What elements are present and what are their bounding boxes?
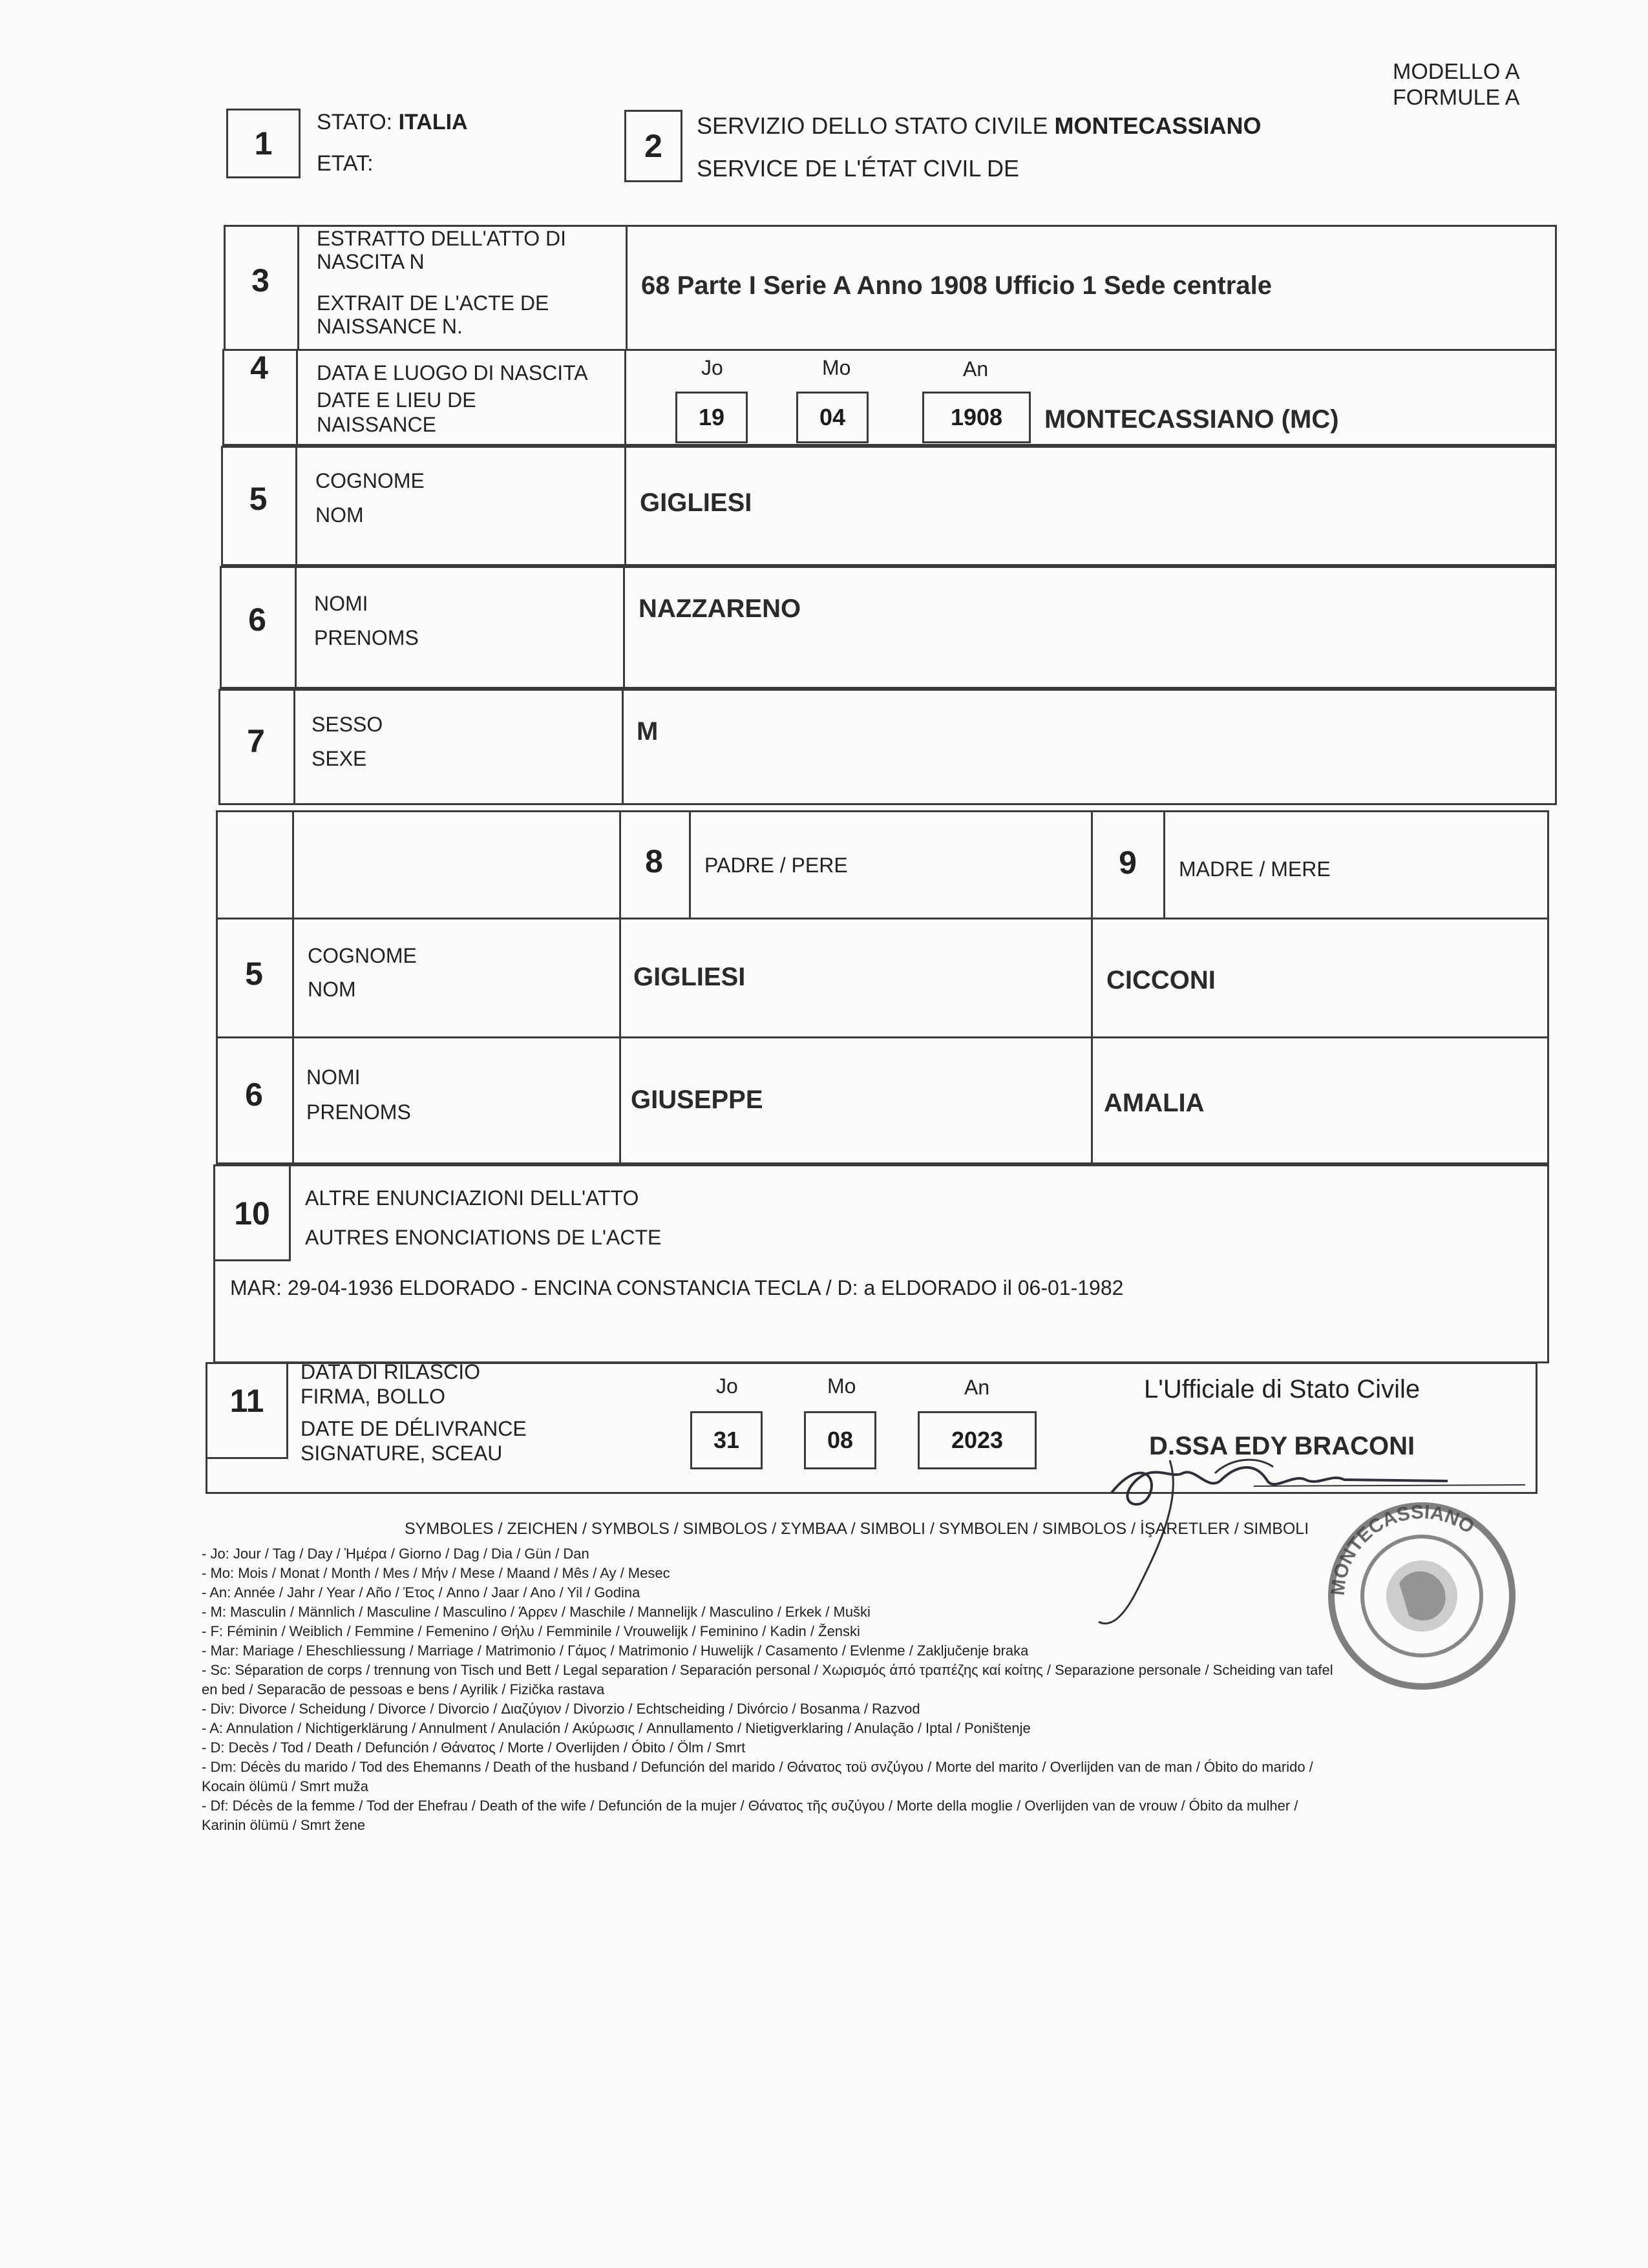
symbol-line: - D: Decès / Tod / Death / Defunción / Θάνατος / Morte / Overlijden / Óbito / Ölm / Smrt	[202, 1739, 746, 1756]
field-3-label-fr-2: NAISSANCE N.	[317, 315, 463, 338]
field-3-number: 3	[251, 262, 269, 299]
row-4-divider-num	[296, 349, 298, 446]
father-column-label: PADRE / PERE	[704, 854, 848, 877]
symbol-line: Karinin ölümü / Smrt žene	[202, 1817, 366, 1833]
state-label-fr: ETAT:	[317, 151, 374, 176]
row-7-divider-label	[622, 689, 624, 805]
symbol-line: - Dm: Décès du marido / Tod des Ehemanns / Death of the husband / Defunción del marido / Θάνατος τοϋ σνζύγου / Morte del marito / Overlijden van de man / Óbito do marido /	[202, 1759, 1313, 1775]
state-label-it: STATO:	[317, 110, 393, 134]
symbol-line: - A: Annulation / Nichtigerklärung / Annulment / Anulación / Ακύρωσις / Annullamento / Nietigverklaring / Anulação / Iptal / Poništenje	[202, 1720, 1031, 1736]
issue-day-label: Jo	[716, 1374, 738, 1398]
symbol-line: en bed / Separacão de pessoas e bens / Ayrilik / Fizička rastava	[202, 1681, 605, 1697]
field-11-label-it-1: DATA DI RILASCIO	[301, 1360, 480, 1383]
parents-names-label-it: NOMI	[306, 1066, 361, 1089]
field-7-label-it: SESSO	[312, 713, 383, 736]
field-5-label-fr: NOM	[315, 503, 364, 527]
parents-surname-number: 5	[245, 956, 263, 992]
symbol-line: - Jo: Jour / Tag / Day / Ἡμέρα / Giorno / Dag / Dia / Gün / Dan	[202, 1546, 589, 1562]
parents-divider-num	[292, 810, 294, 1164]
issue-month-label: Mo	[827, 1374, 856, 1398]
state-label	[317, 110, 468, 134]
field-4-number: 4	[250, 350, 268, 386]
parents-line-2	[216, 1036, 1549, 1038]
birth-year: 1908	[922, 392, 1031, 443]
symbol-line: - Df: Décès de la femme / Tod der Ehefrau / Death of the wife / Defunción de la mujer / Θάνατος τῆς συζύγου / Morte della moglie / Overlijden van de vrouw / Óbito da mulher /	[202, 1798, 1298, 1814]
symbol-line: Kocain ölümü / Smrt muža	[202, 1778, 368, 1794]
field-4-label-fr-1: DATE E LIEU DE	[317, 388, 476, 412]
field-11-label-fr-1: DATE DE DÉLIVRANCE	[301, 1417, 527, 1440]
mother-surname: CICCONI	[1106, 966, 1216, 994]
issue-day: 31	[690, 1411, 763, 1469]
field-2-number: 2	[644, 128, 662, 164]
symbol-line: - Div: Divorce / Scheidung / Divorce / Divorcio / Διαζύγιον / Divorzio / Echtscheiding / Divórcio / Bosanma / Razvod	[202, 1701, 920, 1717]
father-names: GIUSEPPE	[631, 1086, 763, 1114]
field-9-number: 9	[1119, 845, 1137, 881]
parents-divider-mother	[1091, 810, 1093, 1164]
formule-label: FORMULE A	[1393, 85, 1520, 110]
field-11-label-fr-2: SIGNATURE, SCEAU	[301, 1442, 503, 1465]
civil-service-label-it: SERVIZIO DELLO STATO CIVILE	[697, 112, 1048, 139]
birth-place: MONTECASSIANO (MC)	[1044, 405, 1339, 434]
row-3-divider-num	[297, 225, 299, 351]
symbol-line: - M: Masculin / Männlich / Masculine / Masculino / Άρρεν / Maschile / Mannelijk / Masculino / Erkek / Muški	[202, 1604, 871, 1620]
issue-year: 2023	[918, 1411, 1037, 1469]
birth-year-label: An	[963, 357, 989, 381]
field-10-number: 10	[234, 1195, 270, 1232]
field-1-number: 1	[254, 125, 273, 162]
parents-surname-label-fr: NOM	[308, 978, 356, 1001]
symbol-line: - Mar: Mariage / Eheschliessung / Marriage / Matrimonio / Γάμος / Matrimonio / Huwelijk / Casamento / Evlenme / Zaključenje braka	[202, 1643, 1029, 1659]
field-6-label-fr: PRENOMS	[314, 626, 419, 649]
symbol-line: - Mo: Mois / Monat / Month / Mes / Μήν / Mese / Maand / Mês / Ay / Mesec	[202, 1565, 670, 1581]
field-10-number-box	[213, 1164, 291, 1261]
field-5-label-it: COGNOME	[315, 469, 425, 492]
field-6-label-it: NOMI	[314, 592, 368, 615]
parents-names-number: 6	[245, 1076, 263, 1113]
row-5	[221, 446, 1557, 566]
parents-divider-mother-num	[1163, 810, 1165, 919]
symbol-line: - An: Année / Jahr / Year / Año / Έτος / Anno / Jaar / Ano / Yil / Godina	[202, 1584, 640, 1601]
other-statements: MAR: 29-04-1936 ELDORADO - ENCINA CONSTANCIA TECLA / D: a ELDORADO il 06-01-1982	[230, 1276, 1124, 1299]
field-5-number: 5	[249, 481, 268, 517]
issue-year-label: An	[964, 1376, 990, 1399]
parents-table	[216, 810, 1549, 1164]
official-stamp	[1315, 1486, 1528, 1706]
symbol-line: - Sc: Séparation de corps / trennung von Tisch und Bett / Legal separation / Separación personal / Χωρισμός άπό τραπέζης καί κοίτης / Separazione personale / Scheiding van tafel	[202, 1662, 1333, 1678]
field-1-number-box	[226, 109, 301, 178]
birth-record-number: 68 Parte I Serie A Anno 1908 Ufficio 1 Sede centrale	[641, 271, 1272, 300]
issue-month: 08	[804, 1411, 876, 1469]
parents-surname-label-it: COGNOME	[308, 944, 417, 967]
officer-name: D.SSA EDY BRACONI	[1149, 1432, 1415, 1460]
civil-service-label	[697, 114, 1262, 138]
field-3-label-it-2: NASCITA N	[317, 250, 425, 273]
field-3-label-fr-1: EXTRAIT DE L'ACTE DE	[317, 291, 549, 315]
field-4-label-fr-2: NAISSANCE	[317, 413, 436, 436]
row-6-divider-num	[295, 566, 297, 689]
field-10-label-fr: AUTRES ENONCIATIONS DE L'ACTE	[305, 1226, 662, 1249]
row-3-divider-label	[626, 225, 628, 351]
symbol-line: - F: Féminin / Weiblich / Femmine / Femenino / Θήλυ / Femminile / Vrouwelijk / Feminino / Kadin / Ženski	[202, 1623, 860, 1639]
civil-service-label-fr: SERVICE DE L'ÉTAT CIVIL DE	[697, 155, 1020, 182]
parents-divider-father	[689, 810, 691, 919]
mother-names: AMALIA	[1104, 1089, 1205, 1117]
field-6-number: 6	[248, 602, 266, 638]
officer-title: L'Ufficiale di Stato Civile	[1144, 1375, 1421, 1403]
child-names: NAZZARENO	[639, 594, 801, 623]
row-4-divider-label	[624, 349, 626, 446]
field-11-number-box	[206, 1362, 288, 1459]
field-11-label-it-2: FIRMA, BOLLO	[301, 1385, 446, 1408]
model-label: MODELLO A	[1393, 59, 1520, 84]
birth-day: 19	[675, 392, 748, 443]
field-7-number: 7	[247, 723, 265, 759]
row-7-divider-num	[293, 689, 295, 805]
field-7-label-fr: SEXE	[312, 747, 367, 770]
row-6-divider-label	[623, 566, 625, 689]
parents-names-label-fr: PRENOMS	[306, 1100, 411, 1124]
field-8-number: 8	[645, 843, 663, 879]
field-2-number-box	[624, 110, 682, 182]
civil-service-value: MONTECASSIANO	[1054, 112, 1262, 139]
row-5-divider-num	[295, 446, 297, 566]
birth-day-label: Jo	[701, 356, 723, 379]
row-5-divider-label	[624, 446, 626, 566]
birth-month-label: Mo	[822, 356, 851, 379]
field-10-label-it: ALTRE ENUNCIAZIONI DELL'ATTO	[305, 1186, 639, 1210]
child-surname: GIGLIESI	[640, 488, 752, 517]
mother-column-label: MADRE / MERE	[1179, 857, 1331, 881]
father-surname: GIGLIESI	[633, 963, 746, 991]
field-11-number: 11	[229, 1383, 264, 1419]
row-6	[220, 566, 1557, 689]
field-4-label-it: DATA E LUOGO DI NASCITA	[317, 361, 588, 384]
field-3-label-it-1: ESTRATTO DELL'ATTO DI	[317, 227, 567, 250]
row-7	[218, 689, 1557, 805]
parents-line-1	[216, 918, 1549, 919]
birth-month: 04	[796, 392, 869, 443]
child-sex: M	[637, 717, 659, 746]
state-value: ITALIA	[398, 110, 468, 134]
symbols-title: SYMBOLES / ZEICHEN / SYMBOLS / SIMBOLOS / ΣΥΜΒΑΑ / SIMBOLI / SYMBOLEN / SIMBOLOS / İŞARETLER / SIMBOLI	[405, 1520, 1309, 1538]
stamp-text: MONTECASSIANO	[1327, 1501, 1478, 1597]
